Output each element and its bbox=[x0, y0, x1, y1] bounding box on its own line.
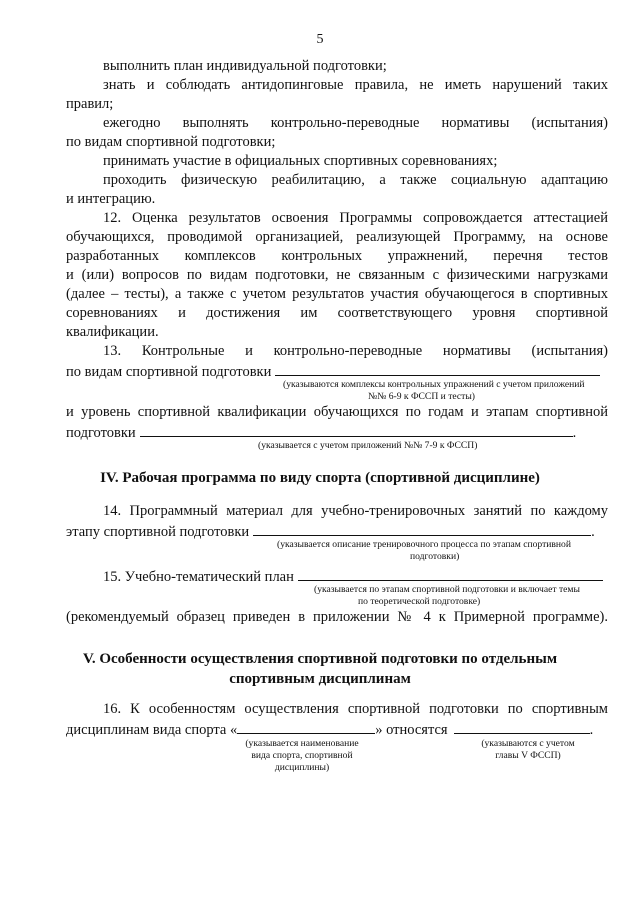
footnote: №№ 6-9 к ФССП и тесты) bbox=[368, 391, 475, 402]
paragraph-13-text: подготовки bbox=[66, 425, 136, 441]
paragraph-15-line: (рекомендуемый образец приведен в приложении № 4 к Примерной программе). bbox=[66, 609, 608, 625]
footnote: (указываются с учетом bbox=[481, 738, 575, 749]
section-heading: IV. Рабочая программа по виду спорта (спортивной дисциплине) bbox=[100, 470, 540, 486]
fill-in-line bbox=[454, 720, 590, 734]
paragraph-12-line: 12. Оценка результатов освоения Программы сопровождается аттестацией bbox=[103, 210, 608, 226]
text-line: по видам спортивной подготовки; bbox=[66, 134, 276, 150]
paragraph-12-line: обучающихся, проводимой организацией, реализующей Программу, на основе bbox=[66, 229, 608, 245]
footnote: (указывается с учетом приложений №№ 7-9 к ФССП) bbox=[258, 440, 478, 451]
text-line: принимать участие в официальных спортивных соревнованиях; bbox=[103, 153, 498, 169]
section-heading: V. Особенности осуществления спортивной подготовки по отдельным bbox=[82, 651, 558, 667]
footnote: главы V ФССП) bbox=[495, 750, 561, 761]
paragraph-15-text: 15. Учебно-тематический план bbox=[103, 569, 294, 585]
paragraph-16-line: 16. К особенностям осуществления спортивной подготовки по спортивным bbox=[103, 701, 608, 717]
paragraph-14-line: этапу спортивной подготовки . bbox=[66, 524, 595, 540]
footnote: (указывается наименование bbox=[245, 738, 359, 749]
paragraph-12-line: и (или) вопросов по видам подготовки, не связанным с физическими нагрузками bbox=[66, 267, 608, 283]
text-line: выполнить план индивидуальной подготовки; bbox=[103, 58, 387, 74]
paragraph-16-line: дисциплинам вида спорта « » относятся . bbox=[66, 722, 594, 738]
fill-in-line bbox=[253, 522, 591, 536]
paragraph-13-line: 13. Контрольные и контрольно-переводные нормативы (испытания) bbox=[103, 343, 608, 359]
fill-in-line bbox=[237, 720, 375, 734]
text-line: знать и соблюдать антидопинговые правила, не иметь нарушений таких bbox=[103, 77, 608, 93]
footnote: дисциплины) bbox=[274, 762, 330, 773]
text-line: ежегодно выполнять контрольно-переводные нормативы (испытания) bbox=[103, 115, 608, 131]
paragraph-12-line: соревнованиях и достижения им соответствующего уровня спортивной bbox=[66, 305, 608, 321]
paragraph-16-text: дисциплинам вида спорта « bbox=[66, 722, 238, 738]
footnote: (указывается описание тренировочного процесса по этапам спортивной bbox=[277, 539, 571, 550]
paragraph-12-line: разработанных комплексов контрольных упражнений, перечня тестов bbox=[66, 248, 608, 264]
footnote: по теоретической подготовке) bbox=[358, 596, 481, 607]
footnote: вида спорта, спортивной bbox=[251, 750, 353, 761]
paragraph-14-text: этапу спортивной подготовки bbox=[66, 524, 250, 540]
text-line: и интеграцию. bbox=[66, 191, 156, 207]
text-line: правил; bbox=[66, 96, 114, 112]
paragraph-12-line: квалификации. bbox=[66, 324, 159, 340]
text-line: проходить физическую реабилитацию, а также социальную адаптацию bbox=[103, 172, 608, 188]
footnote: (указывается по этапам спортивной подготовки и включает темы bbox=[314, 584, 580, 595]
page-number: 5 bbox=[316, 32, 324, 47]
fill-in-line bbox=[275, 362, 600, 376]
fill-in-line bbox=[140, 423, 573, 437]
section-heading: спортивным дисциплинам bbox=[229, 671, 411, 687]
paragraph-13-line: и уровень спортивной квалификации обучающихся по годам и этапам спортивной bbox=[66, 404, 608, 420]
footnote: подготовки) bbox=[410, 551, 460, 562]
paragraph-13-line: подготовки . bbox=[66, 425, 577, 441]
paragraph-12-line: (далее – тесты), а также с учетом результатов участия обучающегося в спортивных bbox=[66, 286, 608, 302]
paragraph-13-text: по видам спортивной подготовки bbox=[66, 364, 272, 380]
footnote: (указываются комплексы контрольных упражнений с учетом приложений bbox=[283, 379, 585, 390]
fill-in-line bbox=[298, 567, 603, 581]
paragraph-14-line: 14. Программный материал для учебно-тренировочных занятий по каждому bbox=[103, 503, 608, 519]
